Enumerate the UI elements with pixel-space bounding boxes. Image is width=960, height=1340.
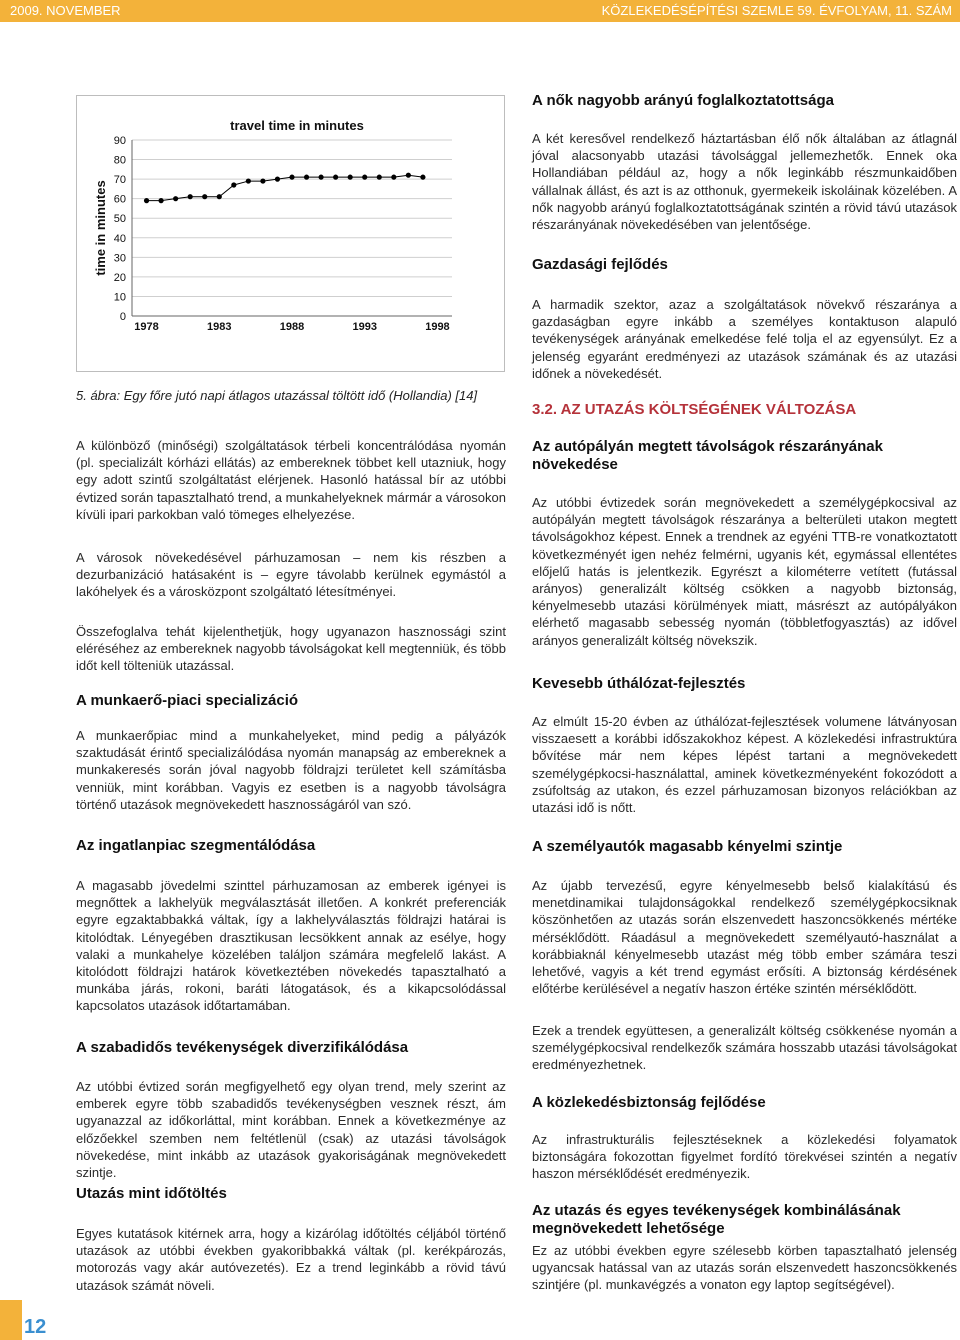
- page-number: 12: [24, 1316, 47, 1338]
- right-heading-7: Az utazás és egyes tevékenységek kombinálásának megnövekedett lehetősége: [532, 1202, 901, 1237]
- left-paragraph-7: Egyes kutatások kitérnek arra, hogy a kizárólag időtöltés céljából történő utazások az utóbbi években gyakoribbakká váltak (pl. kerékpározás, motorozás vagy akár autóvezetés). Ez a trend leginkább a rövid távú utazások számát növeli.: [76, 1226, 506, 1293]
- header-date: 2009. NOVEMBER: [10, 3, 121, 18]
- y-tick-label: 50: [113, 213, 126, 226]
- data-point: [144, 198, 149, 203]
- x-tick-label: 1998: [425, 321, 450, 333]
- data-point: [217, 194, 222, 199]
- chart-title: travel time in minutes: [230, 118, 364, 133]
- x-tick-label: 1978: [134, 321, 159, 333]
- chart-frame: [76, 95, 505, 372]
- data-point: [202, 194, 207, 199]
- right-paragraph-2: A harmadik szektor, azaz a szolgáltatások növekvő részaránya a gazdaságban egyre inkább a személyes kontaktuson alapuló tevékenységek arányának emelkedése felé tolja el az egyensúlyt. Ez a jelenség egyaránt eredményezi az utazások számának és az utazási időnek a növekedését.: [532, 297, 957, 381]
- header-journal: KÖZLEKEDÉSÉPÍTÉSI SZEMLE 59. ÉVFOLYAM, 11. SZÁM: [601, 3, 952, 18]
- left-paragraph-6: Az utóbbi évtized során megfigyelhető egy olyan trend, mely szerint az emberek egyre több szabadidős tevékenységben vesznek részt, ám ugyanazzal az időkorláttal, mint korábban. Ennek a következménye az előzőekkel szemben nem feltétlenül (csak) az utazási távolságok növekedése, mint inkább az utazások gyakoriságának megnövekedett szintje.: [76, 1079, 506, 1181]
- left-heading-1: A munkaerő-piaci specializáció: [76, 692, 299, 709]
- right-paragraph-5: Az újabb tervezésű, egyre kényelmesebb belső kialakítású és menetdinamikai tulajdonságokkal rendelkező személygépkocsiknak köszönhetően az utazás során elszenvedett haszoncsökkenés mértéke mérséklődött. Ráadásul a megnövekedett személyautó-használat a korábbiaknál kényelmesebb utazást még több ember számára teszi lehetővé, vagyis a két trend egymást erősíti. A biztonság kérdésének előtérbe kerülésével a negatív haszon értéke szintén mérséklődött.: [532, 878, 957, 997]
- data-point: [188, 194, 193, 199]
- data-point: [231, 182, 236, 187]
- left-paragraph-3: Összefoglalva tehát kijelenthetjük, hogy ugyanazon hasznossági szint eléréséhez az embereknek nagyobb távolságokat kell megtenniük, és több időt kell tölteniük utazással.: [76, 624, 506, 674]
- data-point: [289, 175, 294, 180]
- y-tick-label: 60: [113, 193, 126, 206]
- left-paragraph-2: A városok növekedésével párhuzamosan – nem kis részben a dezurbanizáció hatásaként is – egyre távolabb kerülnek egymástól a lakóhelyek és a városközpont szolgáltató létesítményei.: [76, 550, 506, 600]
- data-point: [246, 178, 251, 183]
- left-heading-4: Utazás mint időtöltés: [76, 1185, 227, 1202]
- data-point: [318, 175, 323, 180]
- data-point: [348, 175, 353, 180]
- travel-time-chart: [77, 96, 504, 371]
- right-paragraph-8: Ez az utóbbi években egyre szélesebb körben tapasztalható jelenség ugyancsak hatással van az utazás során elszenvedett haszoncsökkenés szintjére (pl. munkavégzés a vonaton egy laptop segítségével).: [532, 1243, 957, 1293]
- right-heading-5: A személyautók magasabb kényelmi szintje: [532, 838, 843, 855]
- left-paragraph-4: A munkaerőpiac mind a munkahelyeket, mind pedig a pályázók szaktudását érintő specializálódása nyomán manapság az embereknek a munkakeresés során jóval nagyobb földrajzi területet kell számításba venniük, mint korábban. Vagyis ez esetben is a nagyobb távolságra történő utazások megnövekedett hasznosságáról van szó.: [76, 728, 506, 812]
- data-point: [406, 173, 411, 178]
- y-tick-label: 90: [113, 135, 126, 147]
- right-paragraph-1: A két keresővel rendelkező háztartásban élő nők általában az átlagnál jóval alacsonyabb utazási távolsággal jellemezhetők. Ennek oka Hollandiában például az, hogy a nők leginkább részmunkaidőben vállalnak állást, és azt is az otthonuk, gyermekeik iskoláinak közelében. A nők nagyobb arányú foglalkoztatottságának szintén a rövid távú utazások részarányának növekedésében van jelentősége.: [532, 131, 957, 233]
- page-badge: [0, 1300, 22, 1340]
- y-tick-label: 0: [119, 311, 126, 323]
- right-heading-4: Kevesebb úthálózat-fejlesztés: [532, 675, 746, 692]
- data-point: [377, 175, 382, 180]
- data-point: [173, 196, 178, 201]
- right-paragraph-6: Ezek a trendek együttesen, a generalizált költség csökkenése nyomán a személygépkocsival rendelkezők számára hosszabb utazási távolságokat eredményezhetnek.: [532, 1023, 957, 1073]
- left-paragraph-1: A különböző (minőségi) szolgáltatások térbeli koncentrálódása nyomán (pl. specializált kórházi ellátás) az embereknek többet kell utazniuk, hogy egy adott szintű szolgáltatást elérjenek. Hasonló hatással bír az utóbbi évtized során tapasztalható trend, a munkahelyeknek mármár a városokon kívüli ipari parkokban való tömeges elhelyezése.: [76, 438, 506, 522]
- data-point: [275, 177, 280, 182]
- x-tick-label: 1983: [207, 321, 232, 333]
- left-heading-3: A szabadidős tevékenységek diverzifikálódása: [76, 1039, 409, 1056]
- right-paragraph-3: Az utóbbi évtizedek során megnövekedett a személygépkocsival az autópályán megtett távolságok részaránya a belterületi utakon megtett távolságokhoz képest. Ennek a trendnek az egyéni TTB-re vonatkoztatott következményét igen nehéz felmérni, ugyanis két, egymással ellentétes előjelű hatás is jelentkezik. Egyrészt a kilométerre vetített (futással arányos) generalizált költség csökken a nagyobb biztonság, kényelmesebb utazási körülmények miatt, másrészt az autópályákon elérhető magasabb sebesség nyomán (többletfogyasztás) az idővel arányos generalizált költség növekszik.: [532, 495, 957, 648]
- x-tick-label: 1988: [279, 321, 305, 333]
- data-point: [420, 175, 425, 180]
- y-tick-label: 70: [113, 174, 126, 187]
- y-tick-label: 40: [113, 232, 126, 245]
- left-paragraph-5: A magasabb jövedelmi szinttel párhuzamosan az emberek igényei is megnőttek a lakhelyük megválasztását illetően. A konkrét preferenciák egyre egzaktabbakká váltak, így a lakhelyválasztás földrajzi határai is kitolódtak. Lényegében drasztikusan lecsökkent annak az esélye, hogy valaki a munkahelye közelében találjon számára megfelelő lakást. A kitolódott földrajzi határok következtében növekedés tapasztalható a munkába járás, rokoni, baráti látogatások, és a kikapcsolódással kapcsolatos utazások időtartamában.: [76, 878, 506, 1014]
- right-heading-1: A nők nagyobb arányú foglalkoztatottsága: [532, 92, 834, 109]
- y-tick-label: 10: [113, 291, 126, 304]
- page-header: [0, 0, 960, 22]
- data-point: [391, 175, 396, 180]
- figure-caption: 5. ábra: Egy főre jutó napi átlagos utazással töltött idő (Hollandia) [14]: [76, 388, 478, 403]
- right-heading-2: Gazdasági fejlődés: [532, 256, 668, 273]
- left-heading-2: Az ingatlanpiac szegmentálódása: [76, 837, 316, 854]
- y-tick-label: 30: [113, 252, 126, 265]
- data-point: [362, 175, 367, 180]
- right-heading-3: Az autópályán megtett távolságok részarányának növekedése: [532, 438, 883, 473]
- right-paragraph-7: Az infrastrukturális fejlesztéseknek a közlekedési folyamatok biztonságára fokozottan figyelmet fordító törekvései szintén a negatív haszon mérséklődését eredményezik.: [532, 1132, 957, 1182]
- data-point: [260, 178, 265, 183]
- section-heading: 3.2. AZ UTAZÁS KÖLTSÉGÉNEK VÁLTOZÁSA: [532, 401, 857, 418]
- right-paragraph-4: Az elmúlt 15-20 évben az úthálózat-fejlesztések volumene látványosan visszaesett a korábbi időszakokhoz képest. A közlekedési infrastruktúra bővítése már nem képes lépést tartani a megnövekedett személygépkocsi-használattal, aminek következményeként fokozódott a zsúfoltság az utakon, és ezzel párhuzamosan bizonyos relációkban az utazási idő is nőtt.: [532, 714, 957, 816]
- data-point: [333, 175, 338, 180]
- y-tick-label: 20: [113, 271, 126, 284]
- data-point: [304, 175, 309, 180]
- x-tick-label: 1993: [352, 321, 377, 333]
- right-heading-6: A közlekedésbiztonság fejlődése: [532, 1094, 766, 1111]
- data-point: [158, 198, 163, 203]
- y-tick-label: 80: [113, 154, 126, 167]
- y-axis-label: time in minutes: [93, 180, 108, 276]
